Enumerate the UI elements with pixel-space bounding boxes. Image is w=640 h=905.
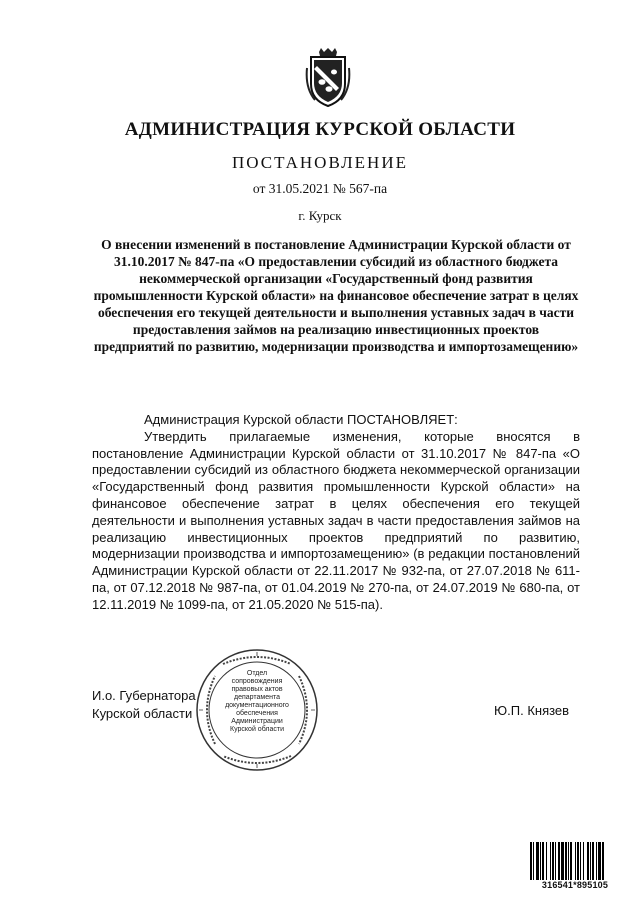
- stamp-line: обеспечения: [236, 710, 278, 717]
- resolution-intro: Администрация Курской области ПОСТАНОВЛЯЕТ:: [144, 412, 458, 427]
- document-city: г. Курск: [298, 208, 342, 223]
- stamp-center-text: [218, 670, 296, 734]
- document-subject: О внесении изменений в постановление Администрации Курской области от 31.10.2017 № 847-па «О предоставлении субсидий из областного бюджета некоммерческой организации «Государственный фонд развития промышленности Курской области» на финансовое обеспечение затрат в целях обеспечения его текущей деятельности и выполнения уставных задач в части предоставления займов на реализацию инвестиционных проектов предприятий по развитию, модернизации производства и импортозамещению»: [93, 237, 579, 354]
- stamp-line: документационного: [225, 702, 289, 709]
- barcode-number: 316541*895105: [541, 880, 609, 890]
- signatory-position: [92, 687, 196, 723]
- signatory-position-line1: И.о. Губернатора: [92, 688, 196, 703]
- document-date-number: от 31.05.2021 № 567-па: [252, 181, 388, 196]
- stamp-line: Отдел: [246, 670, 268, 677]
- signatory-position-line2: Курской области: [92, 706, 193, 721]
- kursk-coat-of-arms-icon: [305, 48, 351, 108]
- stamp-line: сопровождения: [231, 678, 283, 685]
- org-title: АДМИНИСТРАЦИЯ КУРСКОЙ ОБЛАСТИ: [124, 119, 516, 140]
- stamp-line: Курской области: [230, 726, 284, 733]
- stamp-line: департамента: [233, 694, 280, 701]
- document-body: [92, 412, 580, 614]
- resolution-text: Утвердить прилагаемые изменения, которые вносятся в постановление Администрации Курской области от 31.10.2017 № 847-па «О предоставлении субсидий из областного бюджета некоммерческой организации «Государственный фонд развития промышленности Курской области» на финансовое обеспечение затрат в целях обеспечения его текущей деятельности и выполнения уставных задач в части предоставления займов на реализацию инвестиционных проектов предприятий по развитию, модернизации производства и импортозамещению» (в редакции постановлений Администрации Курской области от 22.11.2017 № 932-па, от 27.07.2018 № 611-па, от 07.12.2018 № 987-па, от 01.04.2019 № 270-па, от 24.07.2019 № 680-па, от 12.11.2019 № 1099-па, от 21.05.2020 № 515-па).: [92, 428, 580, 612]
- stamp-line: правовых актов: [231, 686, 283, 693]
- stamp-line: Администрации: [231, 718, 283, 725]
- document-type: ПОСТАНОВЛЕНИЕ: [231, 153, 408, 172]
- barcode: [530, 842, 620, 880]
- signatory-name: Ю.П. Князев: [494, 703, 570, 718]
